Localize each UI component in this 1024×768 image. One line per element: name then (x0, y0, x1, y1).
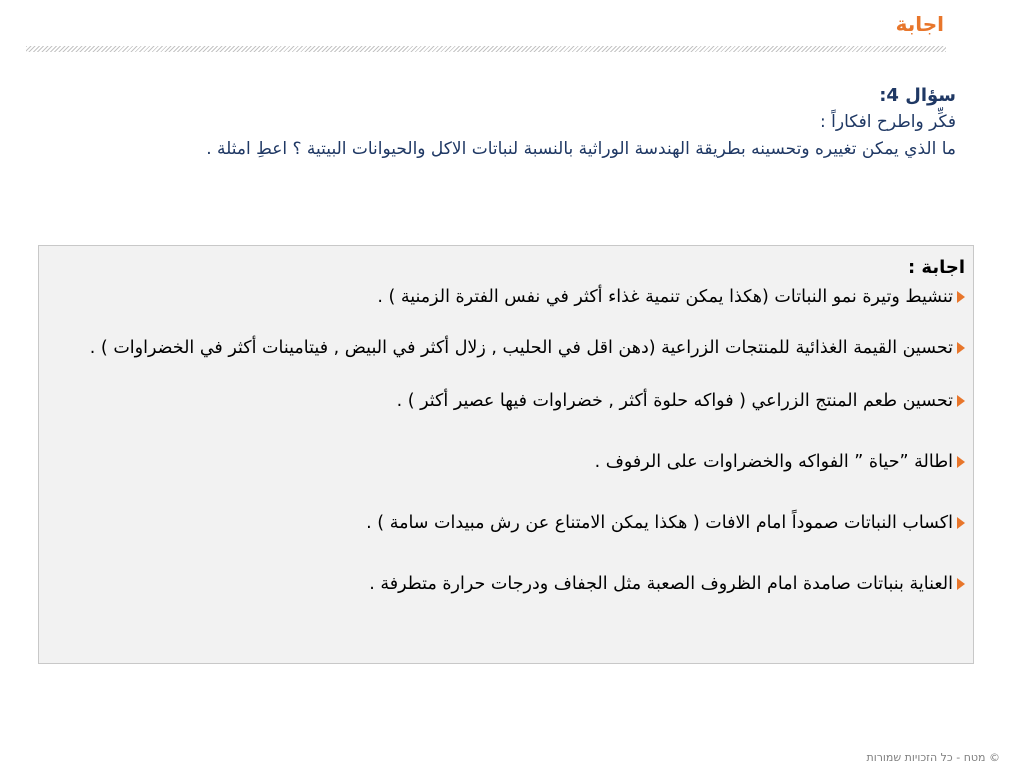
bullet-arrow-icon (957, 517, 965, 529)
header-divider (26, 46, 946, 52)
footer-copyright: © מטח - כל הזכויות שמורות (866, 751, 1000, 764)
answer-title: اجابة : (907, 257, 965, 278)
bullet-arrow-icon (957, 578, 965, 590)
answer-item-text: اكساب النباتات صموداً امام الافات ( هكذا يمكن الامتناع عن رش مبيدات سامة ) . (366, 513, 953, 533)
answer-item (49, 447, 965, 477)
answer-item-text: تحسين طعم المنتج الزراعي ( فواكه حلوة أكثر , خضراوات فيها عصير أكثر ) . (396, 391, 953, 411)
page-title: اجابة (895, 12, 944, 36)
answer-item (49, 569, 965, 599)
bullet-arrow-icon (957, 395, 965, 407)
answer-item-text: تنشيط وتيرة نمو النباتات (هكذا يمكن تنمية غذاء أكثر في نفس الفترة الزمنية ) . (377, 287, 953, 307)
question-title: سؤال 4: (879, 85, 956, 106)
answer-item (49, 386, 965, 416)
answer-item (49, 333, 965, 363)
answer-box (38, 245, 974, 664)
bullet-arrow-icon (957, 291, 965, 303)
answer-item (49, 282, 965, 312)
answer-item-text: اطالة ”حياة ” الفواكه والخضراوات على الرفوف . (594, 452, 953, 472)
question-line: فكِّر واطرح افكاراً : (820, 112, 956, 132)
question-line: ما الذي يمكن تغييره وتحسينه بطريقة الهندسة الوراثية بالنسبة لنباتات الاكل والحيوانات البيتية ؟ اعطِ امثلة . (206, 139, 956, 159)
answer-item-text: العناية بنباتات صامدة امام الظروف الصعبة مثل الجفاف ودرجات حرارة متطرفة . (369, 574, 953, 594)
answer-list (49, 282, 965, 599)
bullet-arrow-icon (957, 342, 965, 354)
answer-item (49, 508, 965, 538)
answer-item-text: تحسين القيمة الغذائية للمنتجات الزراعية (دهن اقل في الحليب , زلال أكثر في البيض , فيتامينات أكثر في الخضراوات ) . (89, 338, 953, 358)
question-block (66, 82, 956, 163)
bullet-arrow-icon (957, 456, 965, 468)
